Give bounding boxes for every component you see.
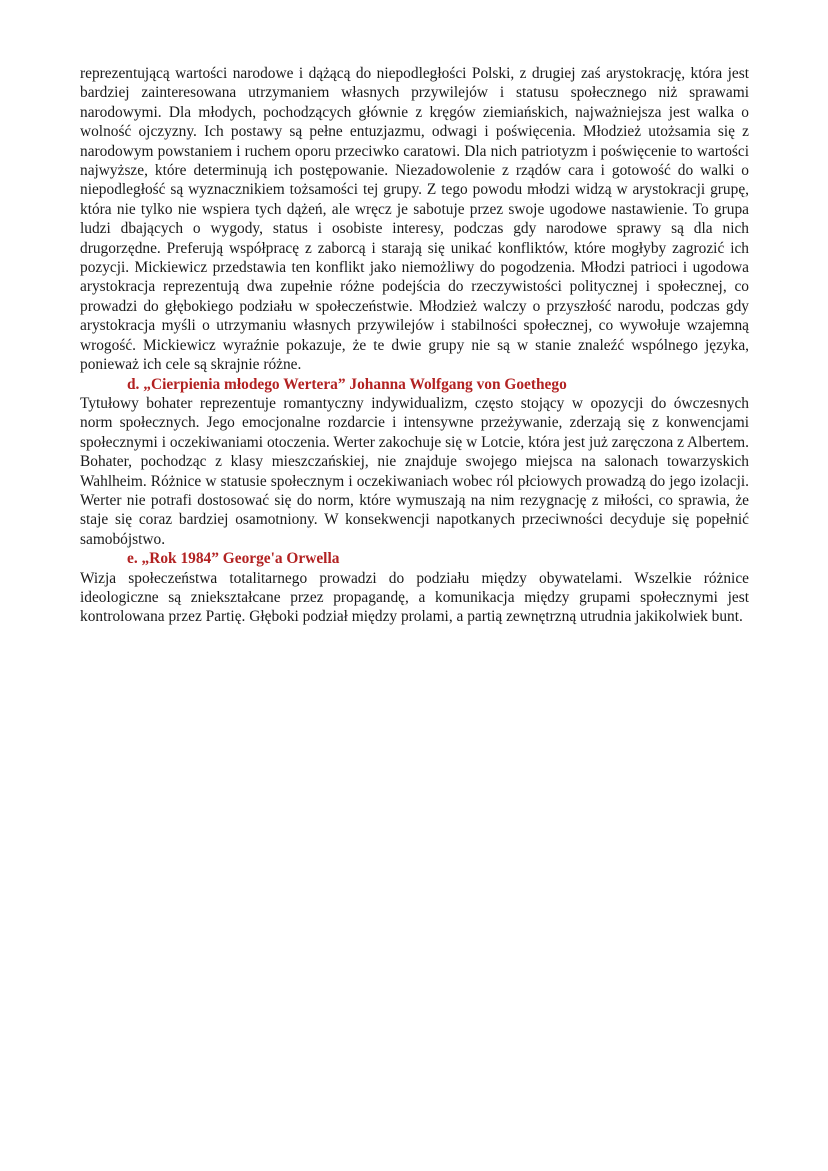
section-heading-1984: e. „Rok 1984” George'a Orwella [127, 550, 340, 568]
paragraph-dziady-conflict: reprezentującą wartości narodowe i dążącą do niepodległości Polski, z drugiej zaś arystokrację, która jest bardziej zainteresowana utrzymaniem własnych przywilejów i statusu społecznego niż sprawami narodowymi. Dla młodych, pochodzących głównie z kręgów ziemiańskich, najważniejsza jest walka o wolność ojczyzny. Ich postawy są pełne entuzjazmu, odwagi i poświęcenia. Młodzież utożsamia się z narodowym powstaniem i ruchem oporu przeciwko caratowi. Dla nich patriotyzm i poświęcenie to wartości najwyższe, które determinują ich postępowanie. Niezadowolenie z rządów cara i gotowość do walki o niepodległość są wyznacznikiem tożsamości tej grupy. Z tego powodu młodzi widzą w arystokracji grupę, która nie tylko nie wspiera tych dążeń, ale wręcz je sabotuje przez swoje ugodowe nastawienie. To grupa ludzi dbających o wygody, status i osobiste interesy, podczas gdy narodowe sprawy są dla nich drugorzędne. Preferują współpracę z zaborcą i starają się unikać konfliktów, które mogłyby zagrozić ich pozycji. Mickiewicz przedstawia ten konflikt jako niemożliwy do pogodzenia. Młodzi patrioci i ugodowa arystokracja reprezentują dwa zupełnie różne podejścia do rzeczywistości politycznej i społecznej, co prowadzi do głębokiego podziału w społeczeństwie. Młodzież walczy o przyszłość narodu, podczas gdy arystokracja myśli o utrzymaniu własnych przywilejów i stabilności społecznej, co wywołuje wzajemną wrogość. Mickiewicz wyraźnie pokazuje, że te dwie grupy nie są w stanie znaleźć wspólnego języka, ponieważ ich cele są skrajnie różne. [80, 65, 749, 374]
section-heading-werter: d. „Cierpienia młodego Wertera” Johanna Wolfgang von Goethego [127, 375, 567, 393]
document-page [80, 64, 749, 627]
paragraph-werter: Tytułowy bohater reprezentuje romantyczny indywidualizm, często stojący w opozycji do ówczesnych norm społecznych. Jego emocjonalne rozdarcie i intensywne przeżywanie, zderzają się z konwencjami społecznymi i oczekiwaniami otoczenia. Werter zakochuje się w Lotcie, która jest już zaręczona z Albertem. Bohater, pochodząc z klasy mieszczańskiej, nie znajduje swojego miejsca na salonach towarzyskich Wahlheim. Różnice w statusie społecznym i oczekiwaniach wobec ról płciowych prowadzą do jego izolacji. Werter nie potrafi dostosować się do norm, które wymuszają na nim rezygnację z miłości, co sprawia, że staje się coraz bardziej osamotniony. W konsekwencji napotkanych przeciwności decyduje się popełnić samobójstwo. [80, 394, 749, 548]
paragraph-1984: Wizja społeczeństwa totalitarnego prowadzi do podziału między obywatelami. Wszelkie różnice ideologiczne są zniekształcane przez propagandę, a komunikacja między grupami społecznymi jest kontrolowana przez Partię. Głęboki podział między prolami, a partią zewnętrzną utrudnia jakikolwiek bunt. [80, 569, 749, 626]
